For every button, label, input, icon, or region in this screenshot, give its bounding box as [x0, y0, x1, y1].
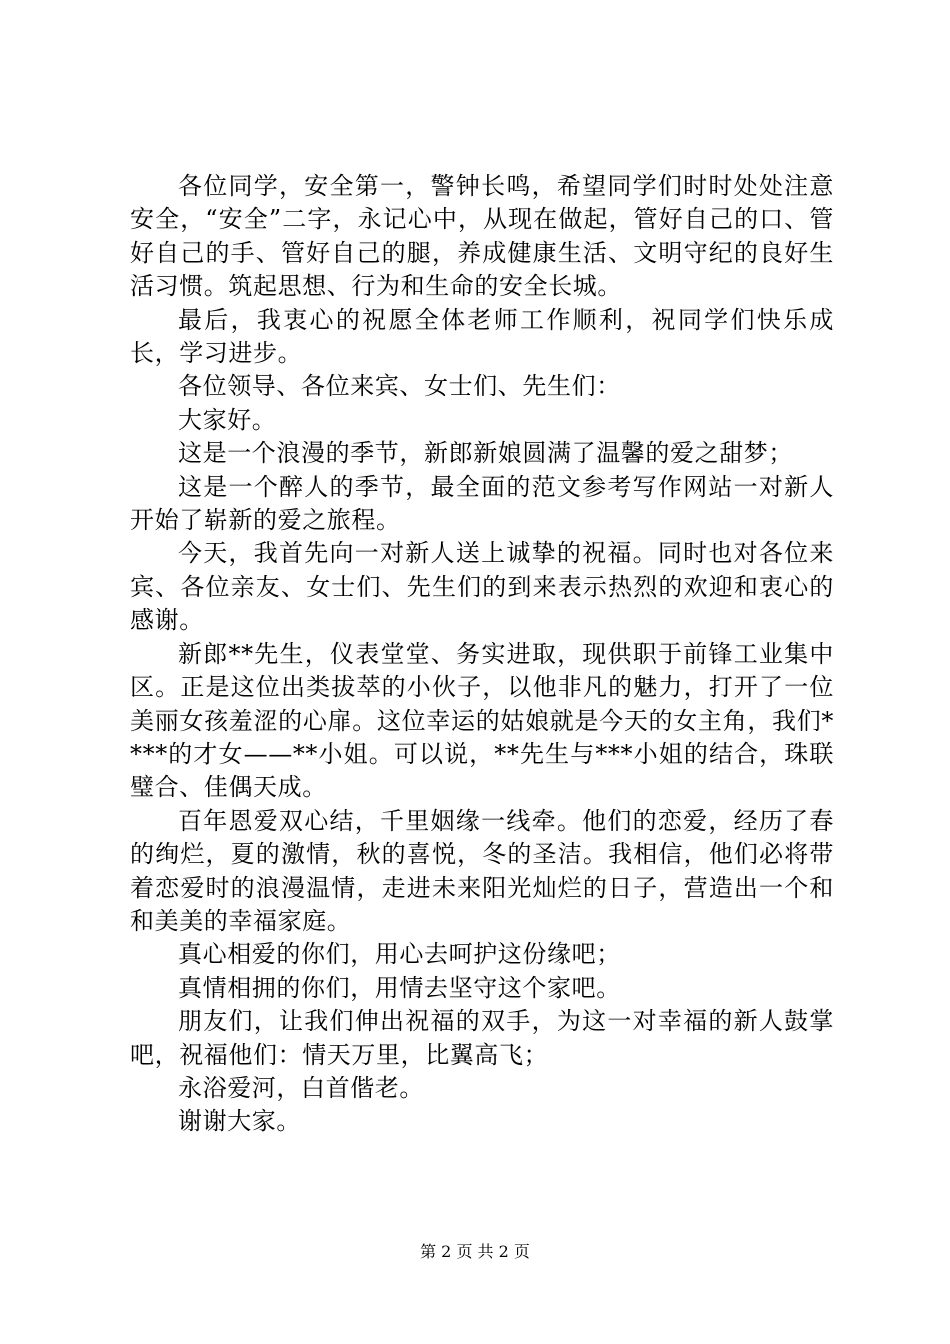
page-footer — [0, 1242, 950, 1262]
paragraph: 大家好。 — [178, 405, 277, 434]
paragraph: 朋友们，让我们伸出祝福的双手，为这一对幸福的新人鼓掌吧，祝福他们：情天万里，比翼高飞； — [130, 1007, 834, 1069]
paragraph: 百年恩爱双心结，千里姻缘一线牵。他们的恋爱，经历了春的绚烂，夏的激情，秋的喜悦，冬的圣洁。我相信，他们必将带着恋爱时的浪漫温情，走进未来阳光灿烂的日子，营造出一个和和美美的幸福家庭。 — [130, 806, 834, 935]
paragraph: 真心相爱的你们，用心去呵护这份缘吧； — [178, 940, 621, 969]
paragraph: 这是一个醉人的季节，最全面的范文参考写作网站一对新人开始了崭新的爱之旅程。 — [130, 472, 834, 535]
document-body — [130, 170, 834, 1139]
paragraph: 最后，我衷心的祝愿全体老师工作顺利，祝同学们快乐成长，学习进步。 — [130, 305, 834, 368]
paragraph: 这是一个浪漫的季节，新郎新娘圆满了温馨的爱之甜梦； — [178, 439, 793, 468]
paragraph: 永浴爱河，白首偕老。 — [178, 1073, 424, 1102]
paragraph: 新郎**先生，仪表堂堂、务实进取，现供职于前锋工业集中区。正是这位出类拔萃的小伙子，以他非凡的魅力，打开了一位美丽女孩羞涩的心扉。这位幸运的姑娘就是今天的女主角，我们****的才女——**小姐。可以说，**先生与***小姐的结合，珠联璧合、佳偶天成。 — [130, 639, 834, 802]
paragraph: 谢谢大家。 — [178, 1107, 301, 1136]
page-number-label: 第 2 页 共 2 页 — [420, 1242, 530, 1261]
paragraph: 各位领导、各位来宾、女士们、先生们： — [178, 372, 621, 401]
paragraph: 今天，我首先向一对新人送上诚挚的祝福。同时也对各位来宾、各位亲友、女士们、先生们的到来表示热烈的欢迎和衷心的感谢。 — [130, 539, 834, 635]
paragraph: 各位同学，安全第一，警钟长鸣，希望同学们时时处处注意安全，“安全”二字，永记心中，从现在做起，管好自己的口、管好自己的手、管好自己的腿，养成健康生活、文明守纪的良好生活习惯。筑起思想、行为和生命的安全长城。 — [130, 172, 834, 301]
paragraph: 真情相拥的你们，用情去坚守这个家吧。 — [178, 973, 621, 1002]
